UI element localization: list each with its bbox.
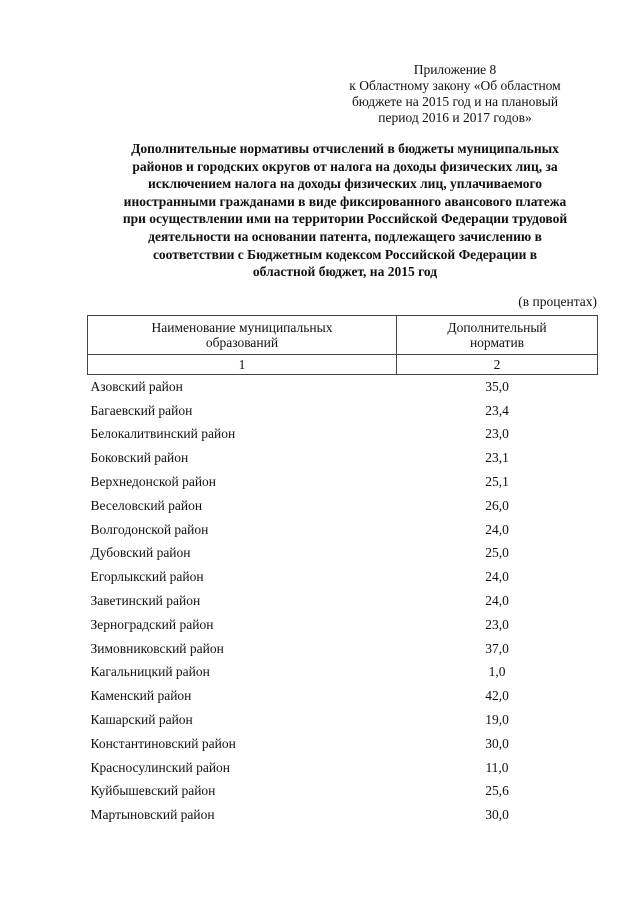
table-row bbox=[88, 470, 598, 494]
municipality-name: Верхнедонской район bbox=[90, 474, 217, 490]
municipality-name: Зимовниковский район bbox=[90, 640, 224, 656]
norm-value: 19,0 bbox=[485, 712, 509, 728]
municipality-name: Кашарский район bbox=[90, 712, 193, 728]
norm-value: 37,0 bbox=[485, 640, 509, 656]
municipality-name: Дубовский район bbox=[90, 545, 191, 561]
municipality-name: Куйбышевский район bbox=[90, 783, 216, 799]
municipality-name: Багаевский район bbox=[90, 402, 193, 418]
table-row bbox=[88, 637, 598, 661]
title-line: иностранными гражданами в виде фиксированного авансового платежа bbox=[123, 193, 567, 209]
title-line: районов и городских округов от налога на доходы физических лиц, за bbox=[132, 158, 558, 174]
column-number-row bbox=[88, 355, 598, 375]
municipality-name: Зерноградский район bbox=[90, 616, 214, 632]
municipality-name: Азовский район bbox=[90, 378, 183, 394]
municipality-name: Веселовский район bbox=[90, 497, 203, 513]
norm-value: 23,1 bbox=[485, 450, 509, 466]
table-row bbox=[88, 684, 598, 708]
norm-value: 24,0 bbox=[485, 593, 509, 609]
column-header-line: Наименование муниципальных bbox=[151, 320, 333, 335]
table-row bbox=[88, 613, 598, 637]
norm-value: 25,6 bbox=[485, 783, 509, 799]
column-header-name bbox=[88, 316, 397, 355]
norm-value: 24,0 bbox=[485, 521, 509, 537]
norm-value: 23,0 bbox=[485, 426, 509, 442]
title-line: областной бюджет, на 2015 год bbox=[252, 264, 438, 280]
table-row bbox=[88, 803, 598, 827]
appendix-line: период 2016 и 2017 годов» bbox=[378, 110, 532, 125]
municipality-name: Мартыновский район bbox=[90, 807, 215, 823]
column-header-line: Дополнительный bbox=[447, 320, 547, 335]
table-row bbox=[88, 661, 598, 685]
table-row bbox=[88, 399, 598, 423]
municipality-name: Кагальницкий район bbox=[90, 664, 210, 680]
units-note: (в процентах) bbox=[518, 294, 597, 309]
norm-value: 30,0 bbox=[485, 807, 509, 823]
norm-value: 1,0 bbox=[488, 664, 506, 680]
table-row bbox=[88, 446, 598, 470]
table-row bbox=[88, 589, 598, 613]
title-line: деятельности на основании патента, подлежащего зачислению в bbox=[148, 228, 542, 244]
norm-value: 25,0 bbox=[485, 545, 509, 561]
table-row bbox=[88, 565, 598, 589]
municipality-name: Белокалитвинский район bbox=[90, 426, 236, 442]
norm-value: 26,0 bbox=[485, 497, 509, 513]
column-header-norm bbox=[397, 316, 598, 355]
norm-value: 42,0 bbox=[485, 688, 509, 704]
municipality-name: Каменский район bbox=[90, 688, 192, 704]
norm-value: 35,0 bbox=[485, 378, 509, 394]
municipality-name: Заветинский район bbox=[90, 593, 201, 609]
municipality-name: Егорлыкский район bbox=[90, 569, 204, 585]
table-row bbox=[88, 518, 598, 542]
municipality-name: Волгодонской район bbox=[90, 521, 209, 537]
appendix-line: Приложение 8 bbox=[413, 62, 497, 77]
municipality-name: Красносулинский район bbox=[90, 759, 231, 775]
table-row bbox=[88, 732, 598, 756]
table-row bbox=[88, 375, 598, 399]
table-row bbox=[88, 494, 598, 518]
table-header-row bbox=[88, 316, 598, 355]
norm-value: 25,1 bbox=[485, 474, 509, 490]
title-line: при осуществлении ими на территории Российской Федерации трудовой bbox=[122, 211, 568, 227]
table-row bbox=[88, 756, 598, 780]
municipality-name: Боковский район bbox=[90, 450, 189, 466]
appendix-line: бюджете на 2015 год и на плановый bbox=[351, 94, 559, 109]
title-line: исключением налога на доходы физических лиц, уплачиваемого bbox=[147, 176, 543, 192]
appendix-line: к Областному закону «Об областном bbox=[349, 78, 561, 93]
norm-value: 23,0 bbox=[485, 616, 509, 632]
norm-value: 11,0 bbox=[485, 759, 509, 775]
column-header-line: норматив bbox=[469, 335, 525, 350]
norm-value: 23,4 bbox=[485, 402, 509, 418]
column-number: 2 bbox=[397, 355, 598, 375]
appendix-header bbox=[300, 62, 610, 126]
norm-value: 30,0 bbox=[485, 735, 509, 751]
table-row bbox=[88, 423, 598, 447]
municipality-name: Константиновский район bbox=[90, 735, 236, 751]
norm-value: 24,0 bbox=[485, 569, 509, 585]
document-title bbox=[80, 140, 610, 281]
table-row bbox=[88, 708, 598, 732]
column-number: 1 bbox=[88, 355, 397, 375]
title-line: Дополнительные нормативы отчислений в бюджеты муниципальных bbox=[131, 141, 559, 156]
norms-table bbox=[87, 315, 598, 827]
column-header-line: образований bbox=[205, 335, 279, 350]
table-body bbox=[88, 375, 598, 828]
table-row bbox=[88, 780, 598, 804]
title-line: соответствии с Бюджетным кодексом Российской Федерации в bbox=[152, 246, 538, 262]
table-row bbox=[88, 542, 598, 566]
